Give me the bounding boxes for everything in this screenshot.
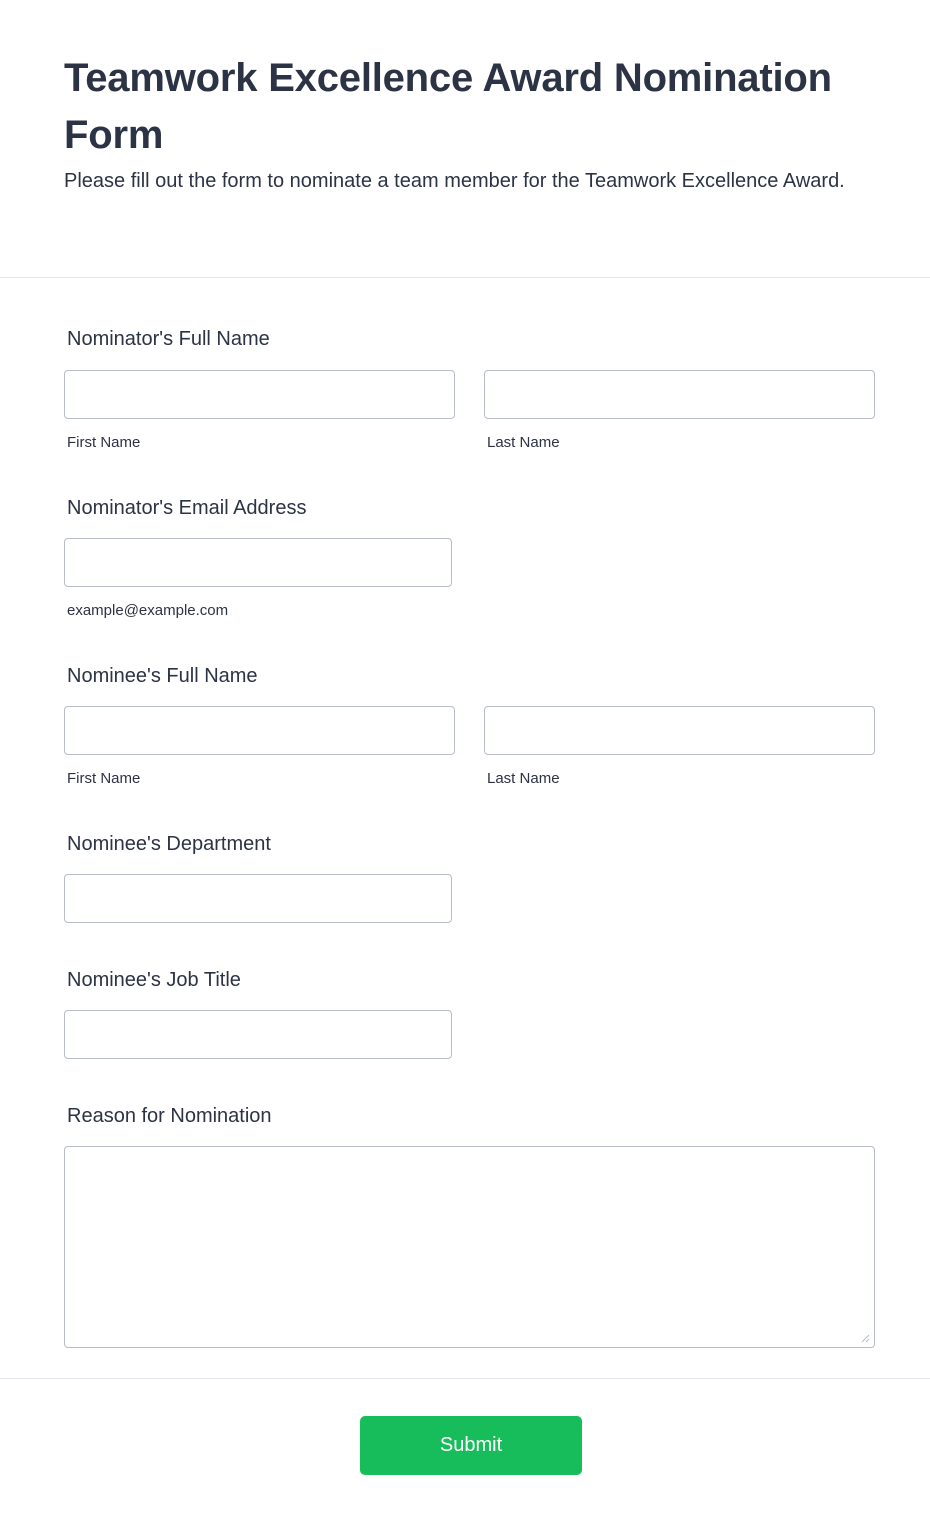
nominee-first-name-sublabel: First Name xyxy=(67,770,141,787)
reason-textarea[interactable] xyxy=(64,1146,875,1348)
nominator-email-sublabel: example@example.com xyxy=(67,602,229,619)
nominator-last-name-sublabel: Last Name xyxy=(487,434,560,451)
footer-divider xyxy=(0,1378,930,1379)
nominee-job-title-label: Nominee's Job Title xyxy=(67,969,241,991)
page-subtitle: Please fill out the form to nominate a team member for the Teamwork Excellence Award. xyxy=(64,170,845,192)
nominee-job-title-input[interactable] xyxy=(64,1010,452,1059)
nominator-name-label: Nominator's Full Name xyxy=(67,328,270,350)
nominator-first-name-sublabel: First Name xyxy=(67,434,141,451)
nominator-email-label: Nominator's Email Address xyxy=(67,497,307,519)
nominator-first-name-input[interactable] xyxy=(64,370,455,419)
reason-label: Reason for Nomination xyxy=(67,1105,272,1127)
nominator-email-input[interactable] xyxy=(64,538,452,587)
nominee-first-name-input[interactable] xyxy=(64,706,455,755)
nominee-name-label: Nominee's Full Name xyxy=(67,665,258,687)
resize-handle-icon[interactable] xyxy=(860,1333,870,1343)
nominee-last-name-input[interactable] xyxy=(484,706,875,755)
nominee-department-input[interactable] xyxy=(64,874,452,923)
form-header xyxy=(0,0,930,278)
nominee-department-label: Nominee's Department xyxy=(67,833,271,855)
nominator-last-name-input[interactable] xyxy=(484,370,875,419)
page-title: Teamwork Excellence Award Nomination Form xyxy=(64,56,832,157)
nominee-last-name-sublabel: Last Name xyxy=(487,770,560,787)
submit-button[interactable]: Submit xyxy=(360,1416,582,1475)
